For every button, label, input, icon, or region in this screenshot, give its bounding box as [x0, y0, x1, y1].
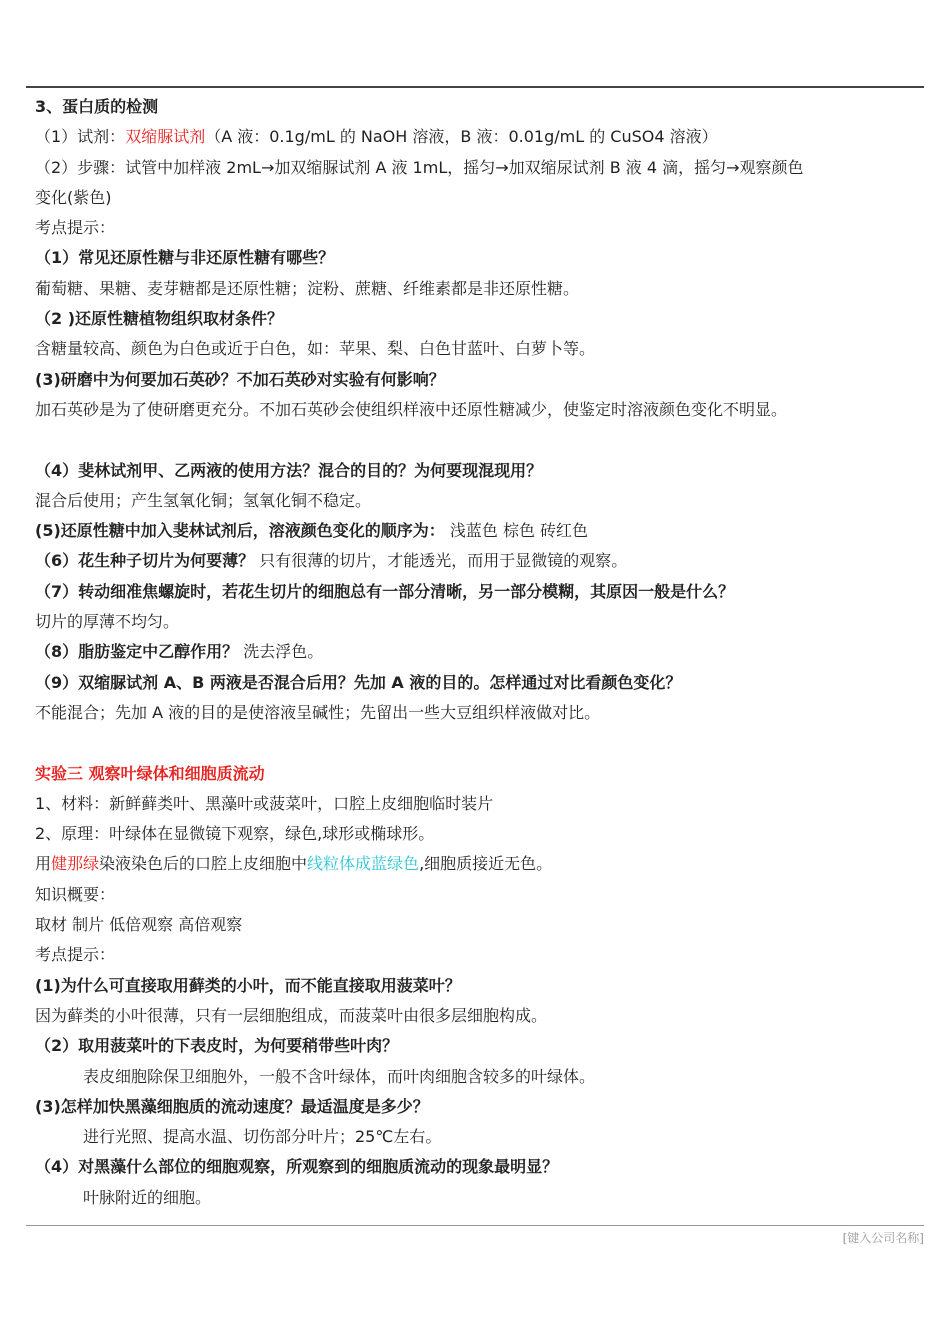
- hint-label: 考点提示：: [35, 945, 116, 965]
- section-title: 3、蛋白质的检测: [35, 97, 159, 116]
- question: （6）花生种子切片为何要薄？: [35, 551, 255, 571]
- header-rule: [26, 86, 924, 88]
- reagent-line: [35, 122, 930, 152]
- text: ,细胞质接近无色。: [419, 854, 553, 874]
- answer: 进行光照、提高水温、切伤部分叶片；25℃左右。: [83, 1127, 442, 1147]
- answer: 葡萄糖、果糖、麦芽糖都是还原性糖；淀粉、蔗糖、纤维素都是非还原性糖。: [35, 278, 580, 298]
- answer: 加石英砂是为了使研磨更充分。不加石英砂会使组织样液中还原性糖减少，使鉴定时溶液颜色变化不明显。: [35, 399, 788, 419]
- question: （9）双缩脲试剂 A、B 两液是否混合后用？先加 A 液的目的。怎样通过对比看颜色变化？: [35, 672, 682, 692]
- answer: 不能混合；先加 A 液的目的是使溶液呈碱性；先留出一些大豆组织样液做对比。: [35, 702, 601, 722]
- question: （8）脂肪鉴定中乙醇作用？: [35, 642, 239, 662]
- steps-line-cont: 变化(紫色): [35, 187, 112, 207]
- text: （1）试剂：: [35, 127, 126, 147]
- answer: 切片的厚薄不均匀。: [35, 612, 180, 632]
- document-body: [35, 92, 930, 1213]
- principle-line: 2、原理：叶绿体在显微镜下观察，绿色,球形或椭球形。: [35, 824, 435, 844]
- answer: 洗去浮色。: [238, 642, 324, 662]
- procedure-steps: 取材 制片 低倍观察 高倍观察: [35, 915, 243, 935]
- answer: 只有很薄的切片，才能透光，而用于显微镜的观察。: [254, 551, 628, 571]
- text: 染液染色后的口腔上皮细胞中: [99, 854, 308, 874]
- qa-line: [35, 546, 930, 576]
- answer: 混合后使用；产生氢氧化铜；氢氧化铜不稳定。: [35, 490, 372, 510]
- hint-label: 考点提示：: [35, 218, 116, 238]
- answer: 叶脉附近的细胞。: [83, 1187, 212, 1207]
- question: (1)为什么可直接取用藓类的小叶，而不能直接取用菠菜叶？: [35, 975, 461, 995]
- question: (3)研磨中为何要加石英砂？不加石英砂对实验有何影响？: [35, 369, 445, 389]
- question: (3)怎样加快黑藻细胞质的流动速度？最适温度是多少？: [35, 1096, 429, 1116]
- text: 用: [35, 854, 52, 874]
- question: （2 )还原性糖植物组织取材条件？: [35, 309, 284, 329]
- question: （2）取用菠菜叶的下表皮时，为何要稍带些叶肉？: [35, 1036, 399, 1056]
- answer: 表皮细胞除保卫细胞外，一般不含叶绿体，而叶肉细胞含较多的叶绿体。: [83, 1066, 596, 1086]
- highlight-red: 双缩脲试剂: [125, 127, 206, 147]
- overview-label: 知识概要：: [35, 884, 116, 904]
- answer: 因为藓类的小叶很薄，只有一层细胞组成，而菠菜叶由很多层细胞构成。: [35, 1005, 548, 1025]
- footer-rule: [26, 1225, 924, 1226]
- question: （1）常见还原性糖与非还原性糖有哪些？: [35, 248, 335, 268]
- spacer: [35, 425, 930, 455]
- spacer: [35, 728, 930, 758]
- question: （4）对黑藻什么部位的细胞观察，所观察到的细胞质流动的现象最明显？: [35, 1157, 559, 1177]
- qa-line: [35, 516, 930, 546]
- footer-company-placeholder: [键入公司名称]: [842, 1231, 924, 1245]
- answer: 含糖量较高、颜色为白色或近于白色，如：苹果、梨、白色甘蓝叶、白萝卜等。: [35, 339, 596, 359]
- text: （A 液：0.1g/mL 的 NaOH 溶液，B 液：0.01g/mL 的 CuSO4 溶液）: [205, 127, 718, 147]
- qa-line: [35, 637, 930, 667]
- principle-detail: [35, 849, 930, 879]
- question: （7）转动细准焦螺旋时，若花生切片的细胞总有一部分清晰，另一部分模糊，其原因一般是什么？: [35, 581, 735, 601]
- highlight-cyan: 线粒体成蓝绿色: [307, 854, 420, 874]
- materials-line: 1、材料：新鲜藓类叶、黑藻叶或菠菜叶，口腔上皮细胞临时装片: [35, 793, 494, 813]
- highlight-red: 健那绿: [51, 854, 100, 874]
- experiment-title: 实验三 观察叶绿体和细胞质流动: [35, 763, 265, 783]
- steps-line: （2）步骤：试管中加样液 2mL→加双缩脲试剂 A 液 1mL，摇匀→加双缩尿试剂 B 液 4 滴，摇匀→观察颜色: [35, 157, 804, 177]
- question: （4）斐林试剂甲、乙两液的使用方法？混合的目的？为何要现混现用？: [35, 460, 543, 480]
- answer: 浅蓝色 棕色 砖红色: [444, 521, 589, 541]
- question: (5)还原性糖中加入斐林试剂后，溶液颜色变化的顺序为：: [35, 521, 445, 541]
